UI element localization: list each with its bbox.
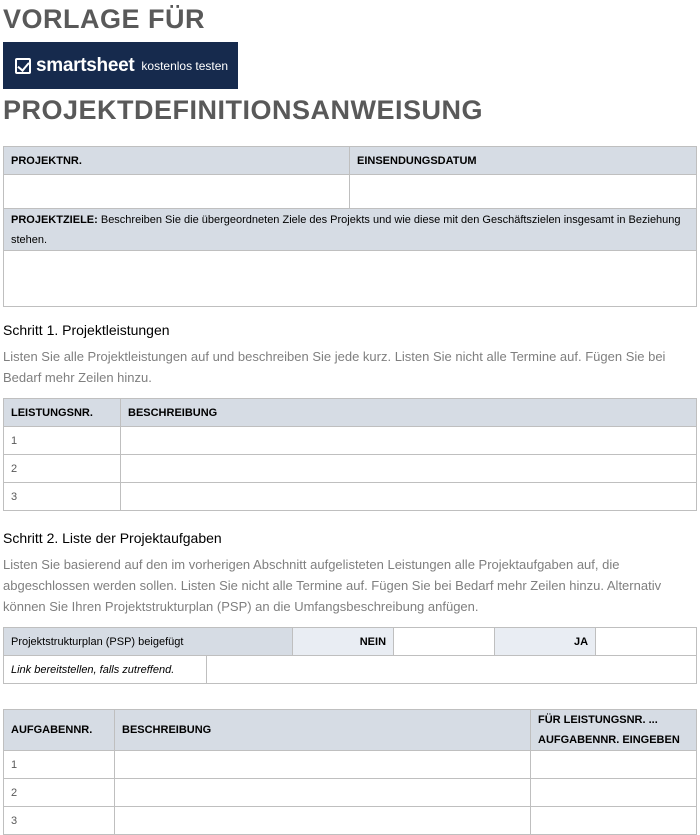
document-title-line2: PROJEKTDEFINITIONSANWEISUNG: [3, 95, 484, 125]
step1-instructions: Listen Sie alle Projektleistungen auf und beschreiben Sie jede kurz. Listen Sie nicht alle Termine auf. Fügen Sie bei Bedarf mehr Zeilen hinzu.: [3, 349, 666, 385]
task-no-cell[interactable]: 1: [4, 751, 115, 779]
deliverable-no-cell[interactable]: 3: [4, 483, 121, 511]
banner-brand: smartsheet: [36, 54, 135, 76]
project-no-header: PROJEKTNR.: [4, 147, 350, 175]
task-deliverable-cell[interactable]: [531, 751, 697, 779]
no-checkbox-field[interactable]: [394, 628, 495, 656]
task-deliverable-cell[interactable]: [531, 779, 697, 807]
submission-date-field[interactable]: [350, 175, 697, 209]
task-no-cell[interactable]: 3: [4, 807, 115, 835]
task-deliverable-cell[interactable]: [531, 807, 697, 835]
project-goals-label: PROJEKTZIELE:: [11, 214, 98, 226]
project-info-table: [3, 146, 697, 307]
task-no-header: AUFGABENNR.: [4, 710, 115, 751]
deliverable-description-cell[interactable]: [121, 483, 697, 511]
tasks-table: [3, 709, 697, 835]
step1-heading: Schritt 1. Projektleistungen: [3, 322, 170, 338]
deliverables-table: [3, 398, 697, 511]
psp-attached-label: Projektstrukturplan (PSP) beigefügt: [4, 628, 293, 656]
task-description-cell[interactable]: [115, 779, 531, 807]
deliverable-description-cell[interactable]: [121, 427, 697, 455]
yes-checkbox-field[interactable]: [596, 628, 697, 656]
link-label: Link bereitstellen, falls zutreffend.: [4, 656, 207, 684]
task-deliverable-header: FÜR LEISTUNGSNR. ... AUFGABENNR. EINGEBEN: [531, 710, 697, 751]
deliverable-no-cell[interactable]: 2: [4, 455, 121, 483]
yes-label: JA: [495, 628, 596, 656]
psp-attached-table: [3, 627, 697, 684]
task-description-cell[interactable]: [115, 807, 531, 835]
checkmark-icon: [15, 58, 31, 74]
table-row: [4, 483, 697, 511]
no-label: NEIN: [293, 628, 394, 656]
project-goals-instructions: Beschreiben Sie die übergeordneten Ziele des Projekts und wie diese mit den Geschäftszielen insgesamt in Beziehung stehen.: [11, 214, 681, 246]
task-description-cell[interactable]: [115, 751, 531, 779]
task-description-header: BESCHREIBUNG: [115, 710, 531, 751]
deliverable-no-header: LEISTUNGSNR.: [4, 399, 121, 427]
banner-cta: kostenlos testen: [141, 58, 229, 73]
table-row: [4, 427, 697, 455]
task-no-cell[interactable]: 2: [4, 779, 115, 807]
project-goals-field[interactable]: [4, 251, 697, 307]
step2-heading: Schritt 2. Liste der Projektaufgaben: [3, 530, 222, 546]
link-field[interactable]: [207, 656, 697, 684]
deliverable-description-header: BESCHREIBUNG: [121, 399, 697, 427]
project-no-field[interactable]: [4, 175, 350, 209]
submission-date-header: EINSENDUNGSDATUM: [350, 147, 697, 175]
table-row: [4, 807, 697, 835]
table-row: [4, 751, 697, 779]
document-title-line1: VORLAGE FÜR: [3, 4, 206, 34]
project-goals-header: [4, 209, 697, 251]
table-row: [4, 779, 697, 807]
step2-instructions: Listen Sie basierend auf den im vorherigen Abschnitt aufgelisteten Leistungen alle Projektaufgaben auf, die abgeschlossen werden sollen. Listen Sie nicht alle Termine auf. Fügen Sie bei Bedarf mehr Zeilen hinzu. Alternativ können Sie Ihren Projektstrukturplan (PSP) an die Umfangsbeschreibung anfügen.: [3, 557, 662, 614]
deliverable-no-cell[interactable]: 1: [4, 427, 121, 455]
table-row: [4, 455, 697, 483]
deliverable-description-cell[interactable]: [121, 455, 697, 483]
smartsheet-banner[interactable]: [3, 42, 238, 89]
